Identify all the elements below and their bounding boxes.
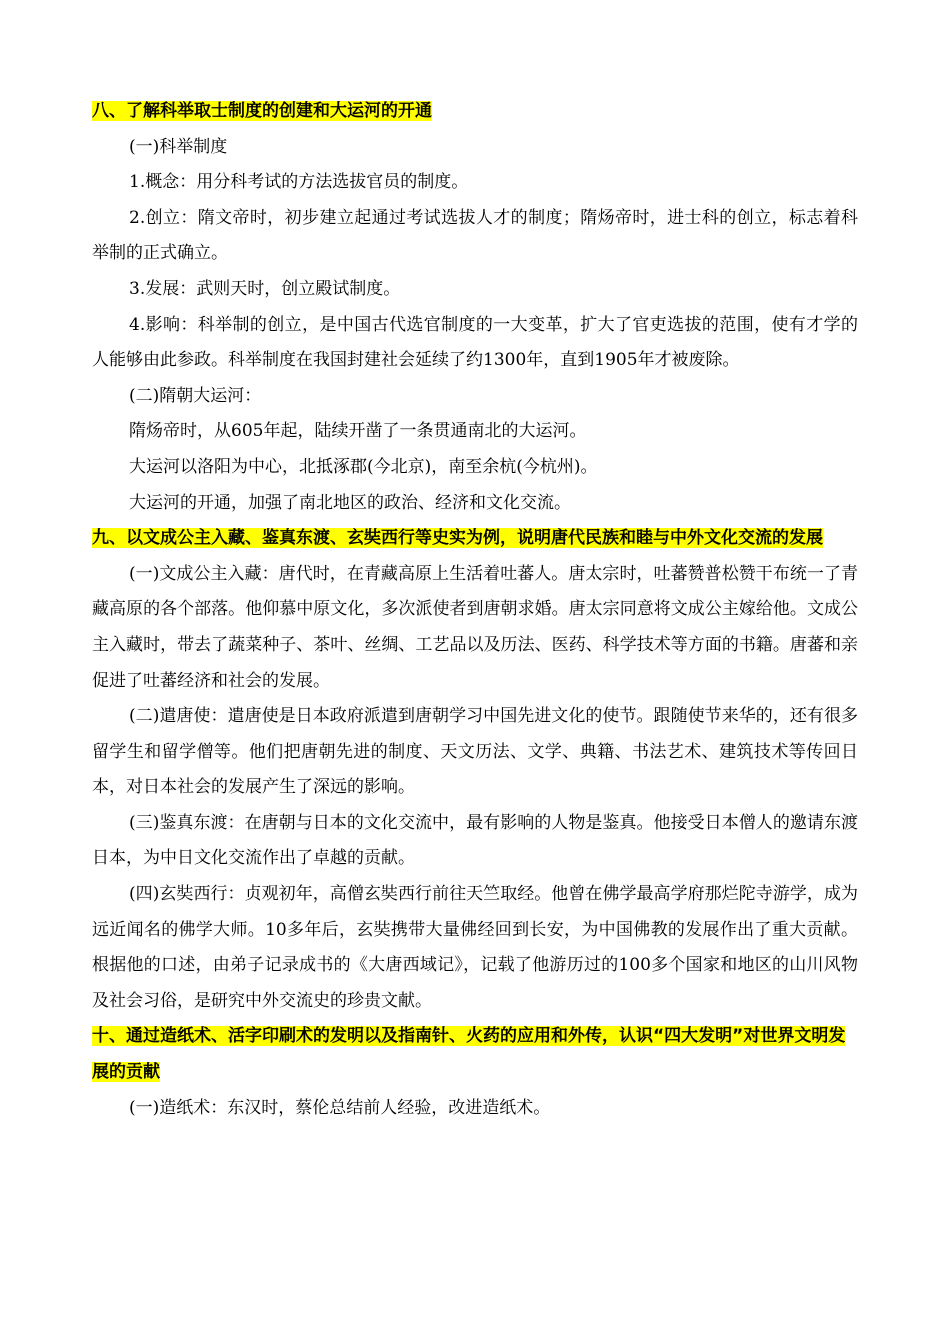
section-9-heading-text: 九、以文成公主入藏、鉴真东渡、玄奘西行等史实为例，说明唐代民族和睦与中外文化交流的发展 bbox=[92, 528, 823, 549]
document-page bbox=[92, 94, 858, 1126]
section-8-paragraph-3: 3.发展：武则天时，创立殿试制度。 bbox=[129, 278, 401, 299]
section-8-paragraph-4: 4.影响：科举制的创立，是中国古代选官制度的一大变革，扩大了官吏选拔的范围，使有才学的人能够由此参政。科举制度在我国封建社会延续了约1300年，直到1905年才被废除。 bbox=[92, 314, 858, 371]
section-10-heading bbox=[92, 1019, 858, 1090]
section-8-heading bbox=[92, 94, 858, 130]
section-9-paragraph-2: (二)遣唐使：遣唐使是日本政府派遣到唐朝学习中国先进文化的使节。跟随使节来华的，还有很多留学生和留学僧等。他们把唐朝先进的制度、天文历法、文学、典籍、书法艺术、建筑技术等传回日本，对日本社会的发展产生了深远的影响。 bbox=[92, 706, 858, 798]
section-9-heading bbox=[92, 521, 858, 557]
section-8-heading-text: 八、了解科举取士制度的创建和大运河的开通 bbox=[92, 101, 432, 121]
section-10-heading-text: 十、通过造纸术、活字印刷术的发明以及指南针、火药的应用和外传，认识“四大发明”对世界文明发展的贡献 bbox=[92, 1026, 846, 1083]
section-8-subtitle-1: (一)科举制度 bbox=[129, 136, 228, 157]
section-8-paragraph-1: 1.概念：用分科考试的方法选拔官员的制度。 bbox=[129, 172, 469, 193]
section-8-paragraph-5: 隋炀帝时，从605年起，陆续开凿了一条贯通南北的大运河。 bbox=[129, 421, 587, 442]
section-9-paragraph-3: (三)鉴真东渡：在唐朝与日本的文化交流中，最有影响的人物是鉴真。他接受日本僧人的邀请东渡日本，为中日文化交流作出了卓越的贡献。 bbox=[92, 812, 858, 869]
section-8-paragraph-7: 大运河的开通，加强了南北地区的政治、经济和文化交流。 bbox=[129, 492, 571, 513]
section-8-paragraph-6: 大运河以洛阳为中心，北抵涿郡(今北京)，南至余杭(今杭州)。 bbox=[129, 456, 598, 477]
section-9-paragraph-1: (一)文成公主入藏：唐代时，在青藏高原上生活着吐蕃人。唐太宗时，吐蕃赞普松赞干布统一了青藏高原的各个部落。他仰慕中原文化，多次派使者到唐朝求婚。唐太宗同意将文成公主嫁给他。文成公主入藏时，带去了蔬菜种子、茶叶、丝绸、工艺品以及历法、医药、科学技术等方面的书籍。唐蕃和亲促进了吐蕃经济和社会的发展。 bbox=[92, 563, 858, 691]
section-8-paragraph-2: 2.创立：隋文帝时，初步建立起通过考试选拔人才的制度；隋炀帝时，进士科的创立，标志着科举制的正式确立。 bbox=[92, 207, 858, 264]
section-9-paragraph-4: (四)玄奘西行：贞观初年，高僧玄奘西行前往天竺取经。他曾在佛学最高学府那烂陀寺游学，成为远近闻名的佛学大师。10多年后，玄奘携带大量佛经回到长安，为中国佛教的发展作出了重大贡献。根据他的口述，由弟子记录成书的《大唐西域记》，记载了他游历过的100多个国家和地区的山川风物及社会习俗，是研究中外交流史的珍贵文献。 bbox=[92, 884, 858, 1011]
section-8-subtitle-2: (二)隋朝大运河： bbox=[129, 385, 262, 406]
section-10-paragraph-1: (一)造纸术：东汉时，蔡伦总结前人经验，改进造纸术。 bbox=[129, 1097, 551, 1118]
